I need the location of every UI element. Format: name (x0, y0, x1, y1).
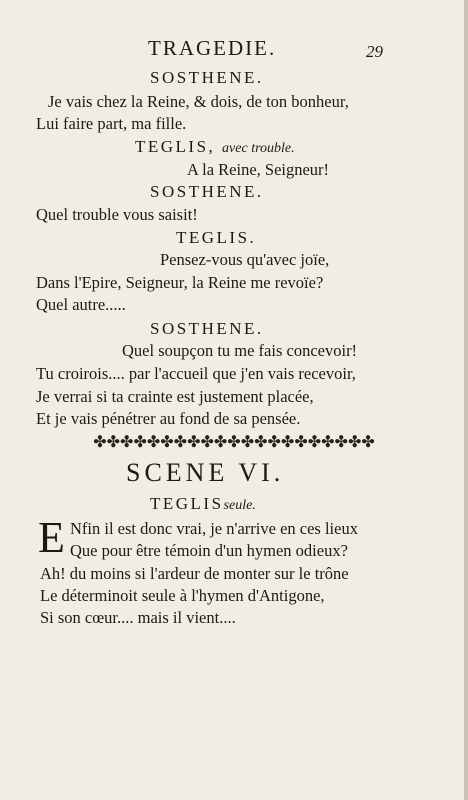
verse-line: Que pour être témoin d'un hymen odieux? (70, 541, 348, 560)
ornament-band: ✤✤✤✤✤✤✤✤✤✤✤✤✤✤✤✤✤✤✤✤✤ (93, 434, 375, 451)
speaker-label (135, 137, 295, 157)
verse-line: Je vais chez la Reine, & dois, de ton bonheur, (48, 92, 349, 111)
verse-line: Le déterminoit seule à l'hymen d'Antigone, (40, 586, 325, 605)
verse-line: Si son cœur.... mais il vient.... (40, 608, 236, 627)
verse-line: Quel soupçon tu me fais concevoir! (122, 341, 358, 360)
verse-line: Et je vais pénétrer au fond de sa pensée. (36, 409, 301, 428)
speaker-label (150, 494, 256, 514)
speaker-label: SOSTHENE. (150, 319, 264, 338)
speaker-label: TEGLIS. (176, 228, 257, 247)
scene-title: SCENE VI. (126, 458, 285, 487)
verse-line: Dans l'Epire, Seigneur, la Reine me revoïe? (36, 273, 324, 292)
verse-line: Tu croirois.... par l'accueil que j'en vais recevoir, (36, 364, 356, 383)
verse-line: Quel autre..... (36, 295, 126, 314)
verse-line: Ah! du moins si l'ardeur de monter sur le trône (40, 564, 349, 583)
speaker-name: TEGLIS (150, 494, 224, 513)
page-edge (464, 0, 468, 800)
running-head: TRAGEDIE. (148, 36, 277, 60)
stage-direction: avec trouble. (222, 141, 295, 156)
speaker-label: SOSTHENE. (150, 68, 264, 87)
verse-line: Nfin il est donc vrai, je n'arrive en ces lieux (70, 519, 358, 538)
verse-line: Quel trouble vous saisit! (36, 205, 198, 224)
drop-cap: E (38, 513, 65, 562)
verse-line: Lui faire part, ma fille. (36, 114, 187, 133)
page-number: 29 (366, 42, 383, 61)
verse-line: Je verrai si ta crainte est justement placée, (36, 387, 314, 406)
stage-direction: seule. (223, 498, 256, 513)
speaker-label: SOSTHENE. (150, 182, 264, 201)
verse-line: Pensez-vous qu'avec joïe, (160, 250, 330, 269)
speaker-name: TEGLIS, (135, 137, 216, 156)
verse-line: A la Reine, Seigneur! (187, 160, 330, 179)
